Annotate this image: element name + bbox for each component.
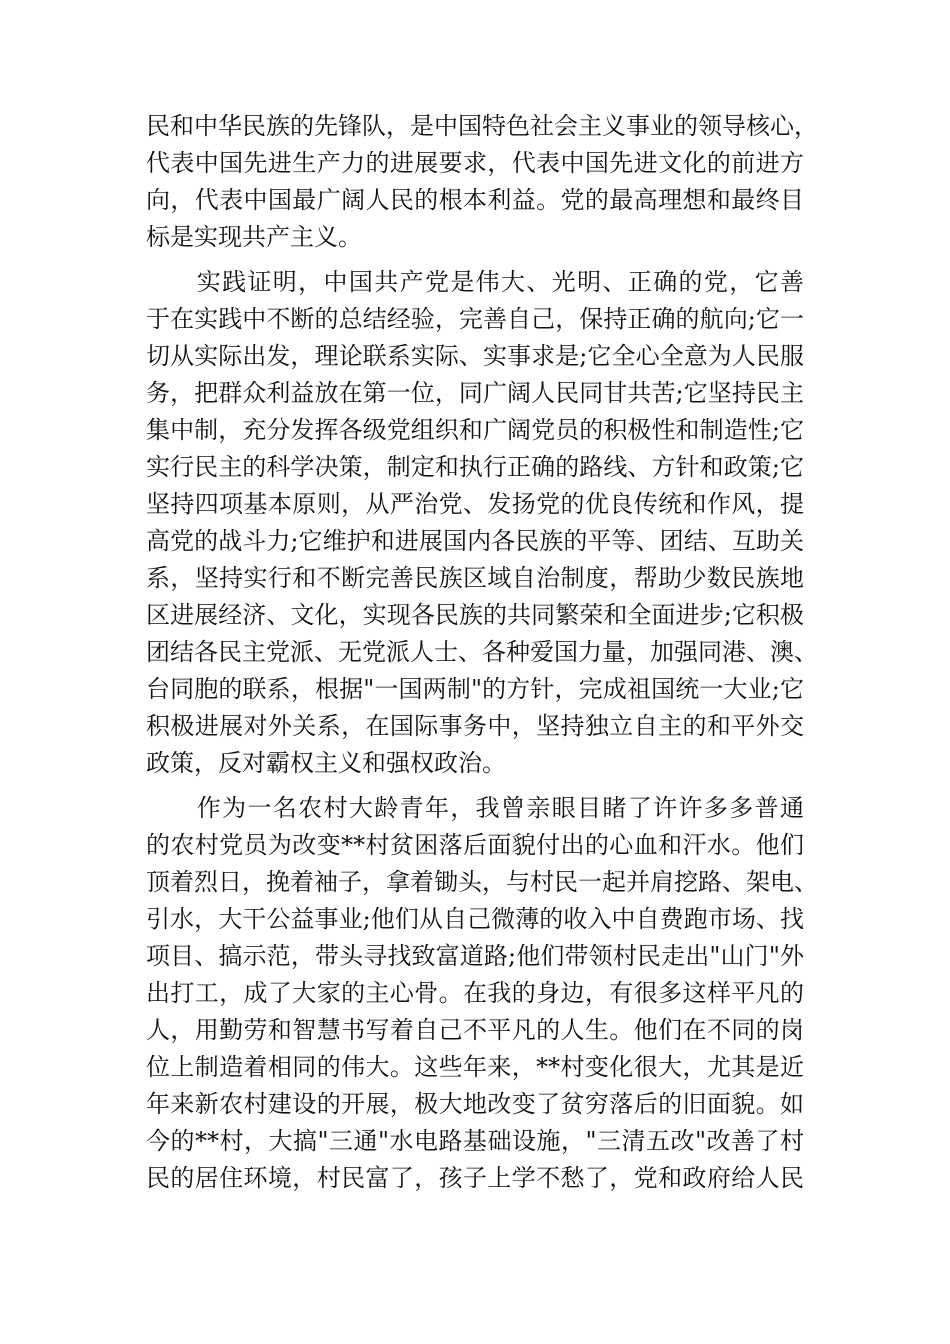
text-line: 民的居住环境，村民富了，孩子上学不愁了，党和政府给人民 [146, 1164, 804, 1192]
text-line: 今的**村，大搞"三通"水电路基础设施，"三清五改"改善了村 [146, 1127, 804, 1155]
paragraph-1 [146, 108, 818, 256]
text-line: 民和中华民族的先锋队，是中国特色社会主义事业的领导核心， [146, 112, 818, 140]
text-line: 务，把群众利益放在第一位，同广阔人民同甘共苦;它坚持民主 [146, 379, 804, 407]
text-line: 切从实际出发，理论联系实际、实事求是;它全心全意为人民服 [146, 342, 804, 370]
text-line: 政策，反对霸权主义和强权政治。 [146, 749, 506, 777]
text-line: 区进展经济、文化，实现各民族的共同繁荣和全面进步;它积极 [146, 601, 804, 629]
text-line: 的农村党员为改变**村贫困落后面貌付出的心血和汗水。他们 [146, 831, 804, 859]
paragraph-3 [146, 790, 818, 1197]
text-line: 人，用勤劳和智慧书写着自己不平凡的人生。他们在不同的岗 [146, 1016, 804, 1044]
text-line: 标是实现共产主义。 [146, 223, 362, 251]
text-line: 坚持四项基本原则，从严治党、发扬党的优良传统和作风，提 [146, 490, 804, 518]
text-line: 向，代表中国最广阔人民的根本利益。党的最高理想和最终目 [146, 186, 804, 214]
text-line: 集中制，充分发挥各级党组织和广阔党员的积极性和制造性;它 [146, 416, 804, 444]
text-line: 引水，大干公益事业;他们从自己微薄的收入中自费跑市场、找 [146, 905, 804, 933]
text-line: 台同胞的联系，根据"一国两制"的方针，完成祖国统一大业;它 [146, 675, 804, 703]
text-line: 系，坚持实行和不断完善民族区域自治制度，帮助少数民族地 [146, 564, 804, 592]
text-line: 顶着烈日，挽着袖子，拿着锄头，与村民一起并肩挖路、架电、 [146, 868, 818, 896]
text-line: 团结各民主党派、无党派人士、各种爱国力量，加强同港、澳、 [146, 638, 818, 666]
body-text [146, 108, 818, 1205]
text-line: 作为一名农村大龄青年，我曾亲眼目睹了许许多多普通 [146, 794, 804, 822]
paragraph-2 [146, 264, 818, 782]
text-line: 实行民主的科学决策，制定和执行正确的路线、方针和政策;它 [146, 453, 804, 481]
text-line: 高党的战斗力;它维护和进展国内各民族的平等、团结、互助关 [146, 527, 804, 555]
text-line: 年来新农村建设的开展，极大地改变了贫穷落后的旧面貌。如 [146, 1090, 804, 1118]
text-line: 位上制造着相同的伟大。这些年来，**村变化很大，尤其是近 [146, 1053, 804, 1081]
text-line: 项目、搞示范，带头寻找致富道路;他们带领村民走出"山门"外 [146, 942, 804, 970]
text-line: 代表中国先进生产力的进展要求，代表中国先进文化的前进方 [146, 149, 804, 177]
text-line: 实践证明，中国共产党是伟大、光明、正确的党，它善 [146, 268, 804, 296]
text-line: 于在实践中不断的总结经验，完善自己，保持正确的航向;它一 [146, 305, 804, 333]
text-line: 出打工，成了大家的主心骨。在我的身边，有很多这样平凡的 [146, 979, 804, 1007]
text-line: 积极进展对外关系，在国际事务中，坚持独立自主的和平外交 [146, 712, 804, 740]
